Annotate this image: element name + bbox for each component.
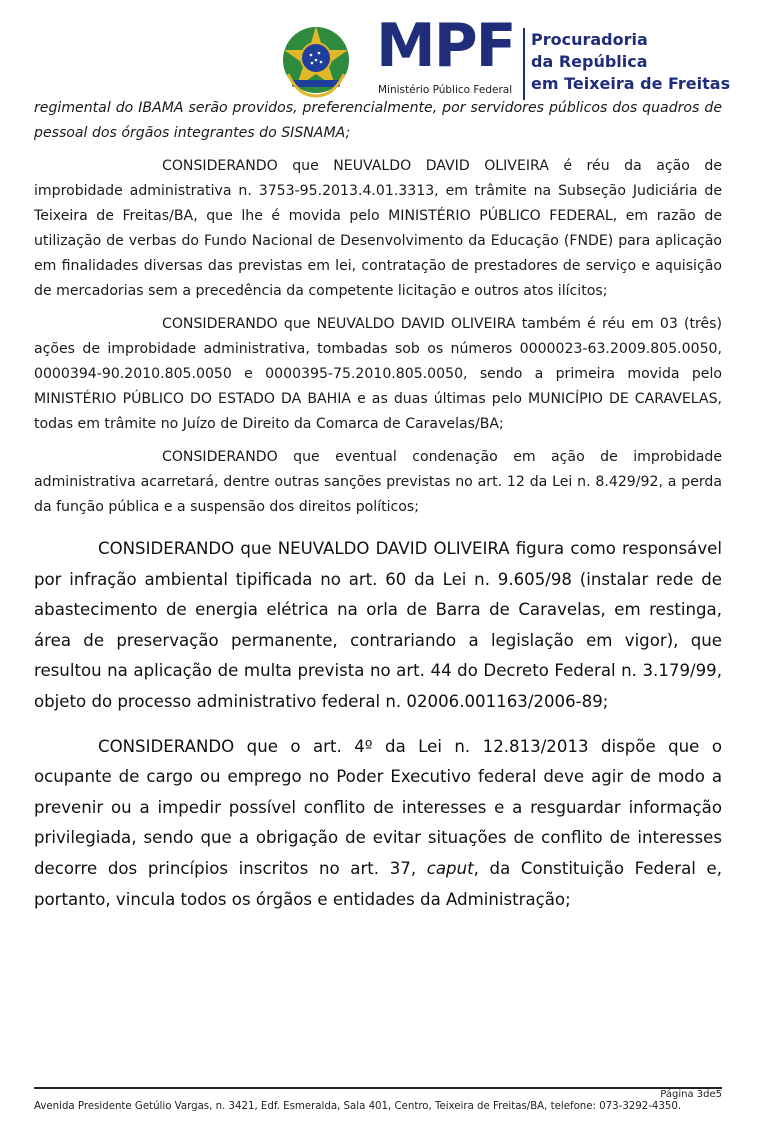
paragraph-considerando-4: CONSIDERANDO que NEUVALDO DAVID OLIVEIRA figura como responsável por infração ambiental tipificada no art. 60 da Lei n. 9.605/98 (instalar rede de abastecimento de energia elétrica na orla de Barra de Caravelas, em restinga, área de preservação permanente, contrariando a legislação em vigor), que resultou na aplicação de multa prevista no art. 44 do Decreto Federal n. 3.179/99, objeto do processo administrativo federal n. 02006.001163/2006-89; — [34, 539, 722, 711]
document-body — [34, 96, 722, 915]
letterhead — [0, 11, 780, 102]
footer-rule — [34, 1087, 722, 1089]
office-line-1: Procuradoria — [531, 30, 648, 49]
paragraph-text-end: , da Constituição Federal e, portanto, vincula todos os órgãos e entidades da Administração; — [34, 858, 722, 909]
footer-address: Avenida Presidente Getúlio Vargas, n. 3421, Edf. Esmeralda, Sala 401, Centro, Teixeira de Freitas/BA, telefone: 073-3292-4350. — [34, 1101, 682, 1112]
office-line-3: em Teixeira de Freitas — [531, 74, 731, 93]
paragraph-text-start: CONSIDERANDO que o art. 4º da Lei n. 12.813/2013 dispõe que o ocupante de cargo ou emprego no Poder Executivo federal deve agir de modo a prevenir ou a impedir possível conflito de interesses e a resguardar informação privilegiada, sendo que a obrigação de evitar situações de conflito de interesses decorre dos princípios inscritos no art. 37, — [34, 736, 722, 878]
page-number: Página 3de5 — [660, 1089, 722, 1100]
office-line-2: da República — [531, 52, 648, 71]
paragraph-continuation: regimental do IBAMA serão providos, preferencialmente, por servidores públicos dos quadros de pessoal dos órgãos integrantes do SISNAMA; — [34, 100, 722, 141]
paragraph-considerando-3: CONSIDERANDO que eventual condenação em ação de improbidade administrativa acarretará, dentre outras sanções previstas no art. 12 da Lei n. 8.429/92, a perda da função pública e a suspensão dos direitos políticos; — [34, 449, 722, 515]
office-name — [531, 29, 730, 95]
paragraph-considerando-5 — [34, 732, 722, 916]
mpf-logo-subtitle: Ministério Público Federal — [378, 84, 513, 96]
paragraph-considerando-2: CONSIDERANDO que NEUVALDO DAVID OLIVEIRA também é réu em 03 (três) ações de improbidade administrativa, tombadas sob os números 0000023-63.2009.805.0050, 0000394-90.2010.805.0050 e 0000395-75.2010.805.0050, sendo a primeira movida pelo MINISTÉRIO PÚBLICO DO ESTADO DA BAHIA e as duas últimas pelo MUNICÍPIO DE CARAVELAS, todas em trâmite no Juízo de Direito da Comarca de Caravelas/BA; — [34, 316, 722, 432]
paragraph-considerando-1: CONSIDERANDO que NEUVALDO DAVID OLIVEIRA é réu da ação de improbidade administrativa n. 3753-95.2013.4.01.3313, em trâmite na Subseção Judiciária de Teixeira de Freitas/BA, que lhe é movida pelo MINISTÉRIO PÚBLICO FEDERAL, em razão de utilização de verbas do Fundo Nacional de Desenvolvimento da Educação (FNDE) para aplicação em finalidades diversas das previstas em lei, contratação de prestadores de serviço e aquisição de mercadorias sem a precedência da competente licitação e outros atos ilícitos; — [34, 158, 722, 299]
logo-divider — [523, 28, 525, 100]
national-coat-of-arms-emblem — [278, 24, 354, 100]
caput-term: caput — [426, 858, 474, 878]
mpf-logo-letters: MPF — [376, 11, 515, 81]
